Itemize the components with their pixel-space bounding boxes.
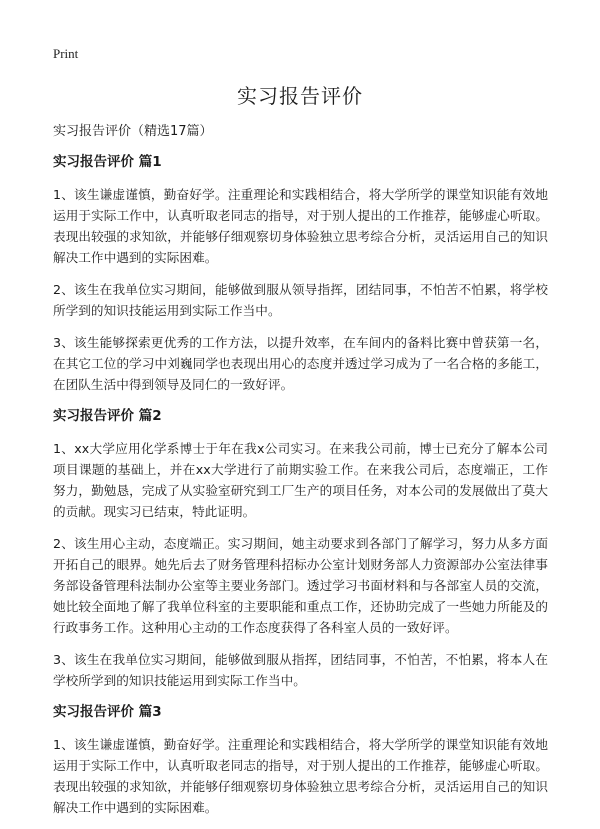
section-2 xyxy=(53,406,548,691)
section-paragraph: 3、该生在我单位实习期间，能够做到服从指挥，团结同事，不怕苦，不怕累，将本人在学校所学到的知识技能运用到实际工作当中。 xyxy=(53,652,548,688)
section-paragraph: 1、该生谦虚谨慎，勤奋好学。注重理论和实践相结合，将大学所学的课堂知识能有效地运用于实际工作中，认真听取老同志的指导，对于别人提出的工作推荐，能够虚心听取。表现出较强的求知欲，并能够仔细观察切身体验独立思考综合分析，灵活运用自己的知识解决工作中遇到的实际困难。 xyxy=(53,187,548,265)
section-heading: 实习报告评价 篇2 xyxy=(53,408,162,424)
section-heading: 实习报告评价 篇3 xyxy=(53,704,162,720)
section-heading: 实习报告评价 篇1 xyxy=(53,154,162,170)
section-paragraph: 1、xx大学应用化学系博士于年在我x公司实习。在来我公司前，博士已充分了解本公司项目课题的基础上，并在xx大学进行了前期实验工作。在来我公司后，态度端正，工作努力，勤勉恳，完成了从实验室研究到工厂生产的项目任务，对本公司的发展做出了莫大的贡献。现实习已结束，特此证明。 xyxy=(53,441,548,519)
section-paragraph: 2、该生用心主动，态度端正。实习期间，她主动要求到各部门了解学习，努力从多方面开拓自己的眼界。她先后去了财务管理科招标办公室计划财务部人力资源部办公室法律事务部设备管理科法制办公室等主要业务部门。透过学习书面材料和与各部室人员的交流，她比较全面地了解了我单位科室的主要职能和重点工作，还协助完成了一些她力所能及的行政事务工作。这种用心主动的工作态度获得了各科室人员的一致好评。 xyxy=(53,536,548,635)
section-paragraph: 3、该生能够探索更优秀的工作方法，以提升效率，在车间内的备料比赛中曾获第一名，在其它工位的学习中刘巍同学也表现出用心的态度并透过学习成为了一名合格的多能工，在团队生活中得到领导及同仁的一致好评。 xyxy=(53,335,548,392)
page-title: 实习报告评价 xyxy=(237,84,363,108)
document-subtitle: 实习报告评价（精选17篇） xyxy=(53,124,213,139)
section-3 xyxy=(53,702,548,818)
document-body xyxy=(53,122,548,829)
section-paragraph: 1、该生谦虚谨慎，勤奋好学。注重理论和实践相结合，将大学所学的课堂知识能有效地运用于实际工作中，认真听取老同志的指导，对于别人提出的工作推荐，能够虚心听取。表现出较强的求知欲，并能够仔细观察切身体验独立思考综合分析，灵活运用自己的知识解决工作中遇到的实际困难。 xyxy=(53,737,548,815)
section-paragraph: 2、该生在我单位实习期间，能够做到服从领导指挥，团结同事，不怕苦不怕累，将学校所学到的知识技能运用到实际工作当中。 xyxy=(53,282,548,318)
section-1 xyxy=(53,152,548,395)
print-link[interactable]: Print xyxy=(53,46,79,61)
